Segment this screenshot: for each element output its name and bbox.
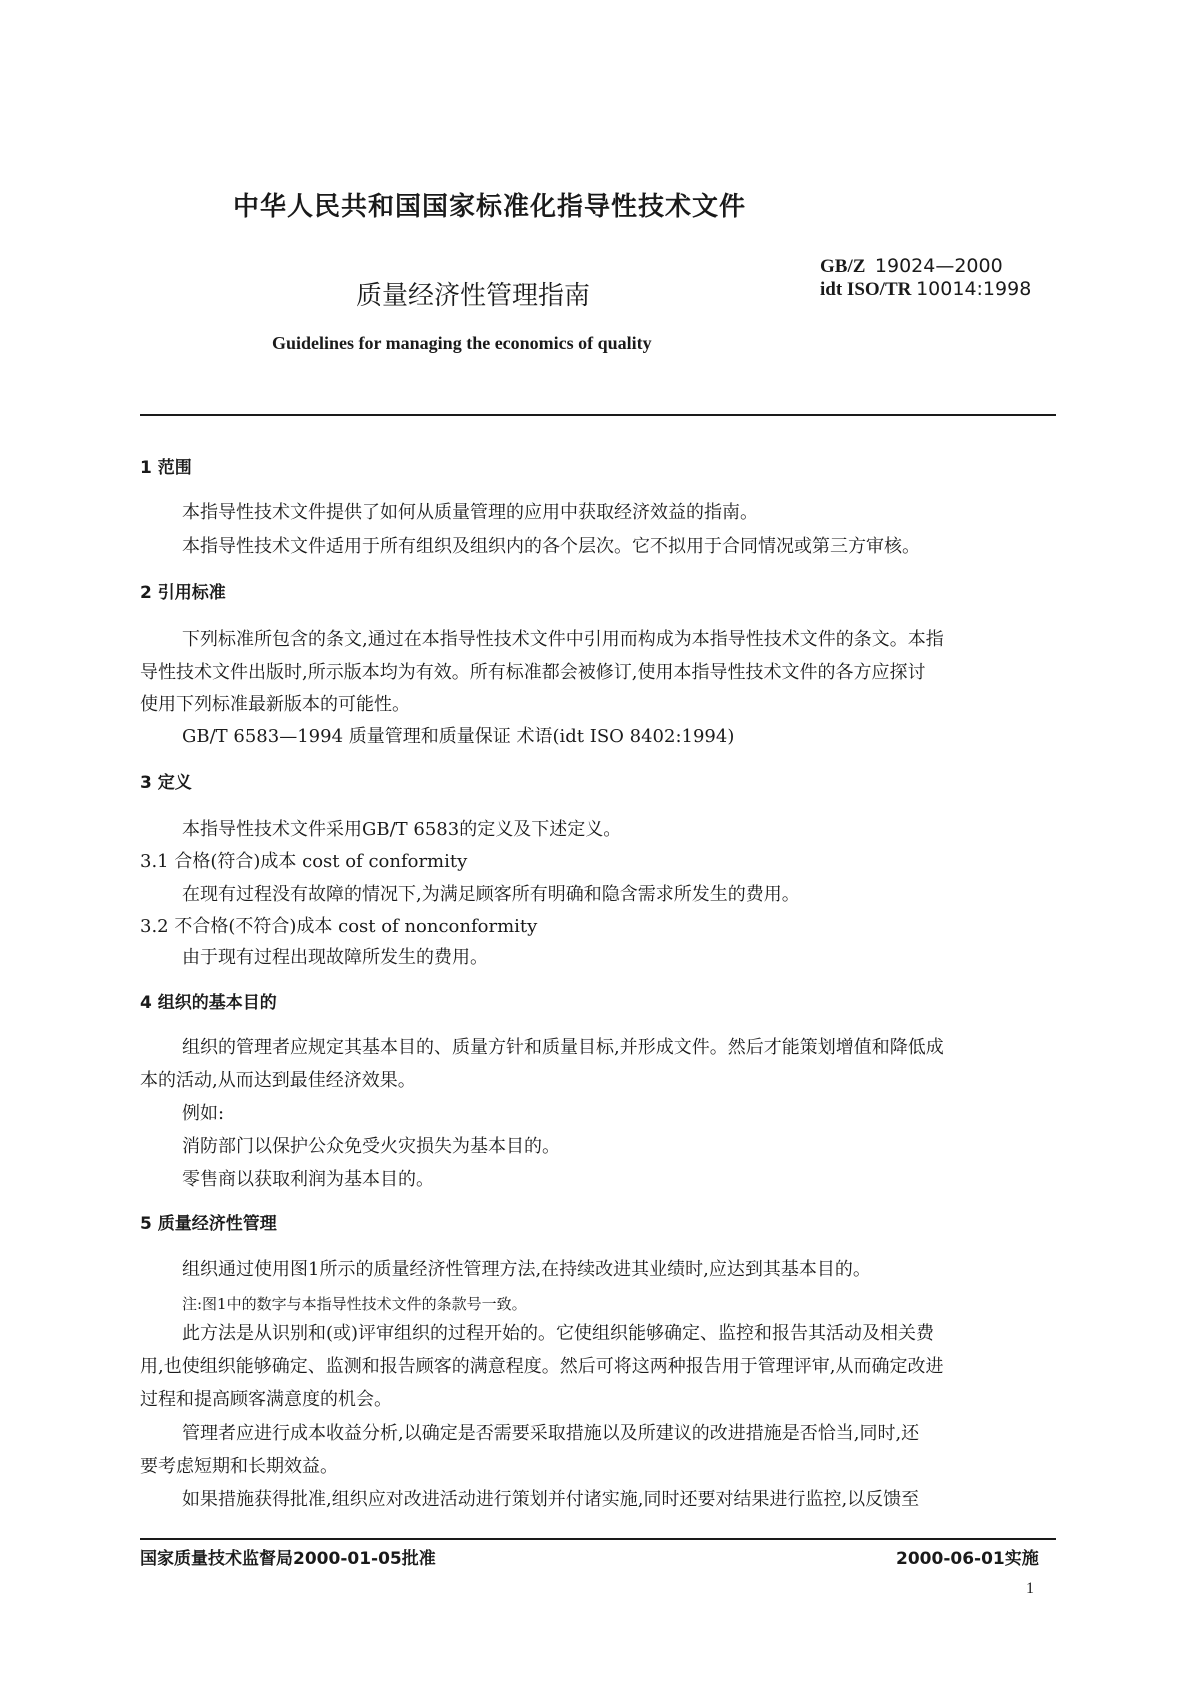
definition-term: 3.1 合格(符合)成本 cost of conformity <box>140 851 468 872</box>
org-title: 中华人民共和国国家标准化指导性技术文件 <box>233 192 747 222</box>
header-divider <box>140 414 1056 416</box>
section-2-paragraph: 使用下列标准最新版本的可能性。 <box>140 694 410 715</box>
section-4-heading: 4 组织的基本目的 <box>140 993 277 1013</box>
idt-number: 10014:1998 <box>916 278 1032 300</box>
page-title: 质量经济性管理指南 <box>356 281 591 311</box>
section-5-paragraph: 管理者应进行成本收益分析,以确定是否需要采取措施以及所建议的改进措施是否恰当,同时,还 <box>182 1423 920 1444</box>
section-2-paragraph: 导性技术文件出版时,所示版本均为有效。所有标准都会被修订,使用本指导性技术文件的各方应探讨 <box>140 662 926 683</box>
note-text: 注:图1中的数字与本指导性技术文件的条款号一致。 <box>182 1295 527 1313</box>
example-label: 例如: <box>182 1103 225 1124</box>
definition-term: 3.2 不合格(不符合)成本 cost of nonconformity <box>140 916 538 937</box>
normative-reference: GB/T 6583—1994 质量管理和质量保证 术语(idt ISO 8402:1994) <box>182 726 735 747</box>
section-3-paragraph: 本指导性技术文件采用GB/T 6583的定义及下述定义。 <box>182 819 622 840</box>
std-code-prefix: GB/Z <box>820 256 866 277</box>
standard-code <box>820 255 1031 301</box>
english-title: Guidelines for managing the economics of quality <box>272 333 652 353</box>
idt-prefix: idt ISO/TR <box>820 279 912 300</box>
section-1-paragraph: 本指导性技术文件适用于所有组织及组织内的各个层次。它不拟用于合同情况或第三方审核。 <box>182 536 920 557</box>
definition-text: 由于现有过程出现故障所发生的费用。 <box>182 947 488 968</box>
section-5-paragraph: 如果措施获得批准,组织应对改进活动进行策划并付诸实施,同时还要对结果进行监控,以反馈至 <box>182 1489 920 1510</box>
example-item: 零售商以获取利润为基本目的。 <box>182 1169 434 1190</box>
section-2-heading: 2 引用标准 <box>140 583 226 603</box>
example-item: 消防部门以保护公众免受火灾损失为基本目的。 <box>182 1136 560 1157</box>
section-4-paragraph: 组织的管理者应规定其基本目的、质量方针和质量目标,并形成文件。然后才能策划增值和降低成 <box>182 1037 944 1058</box>
section-5-paragraph: 此方法是从识别和(或)评审组织的过程开始的。它使组织能够确定、监控和报告其活动及相关费 <box>182 1323 935 1344</box>
definition-text: 在现有过程没有故障的情况下,为满足顾客所有明确和隐含需求所发生的费用。 <box>182 884 800 905</box>
page-number: 1 <box>1026 1580 1034 1597</box>
section-3-heading: 3 定义 <box>140 773 192 793</box>
section-5-paragraph: 要考虑短期和长期效益。 <box>140 1456 338 1477</box>
footer-divider <box>140 1538 1056 1540</box>
section-1-heading: 1 范围 <box>140 458 192 478</box>
effective-date: 2000-06-01实施 <box>896 1549 1039 1569</box>
section-5-heading: 5 质量经济性管理 <box>140 1214 277 1234</box>
section-5-paragraph: 组织通过使用图1所示的质量经济性管理方法,在持续改进其业绩时,应达到其基本目的。 <box>182 1259 871 1280</box>
section-2-paragraph: 下列标准所包含的条文,通过在本指导性技术文件中引用而构成为本指导性技术文件的条文。本指 <box>182 629 944 650</box>
section-5-paragraph: 过程和提高顾客满意度的机会。 <box>140 1389 392 1410</box>
section-4-paragraph: 本的活动,从而达到最佳经济效果。 <box>140 1070 416 1091</box>
section-1-paragraph: 本指导性技术文件提供了如何从质量管理的应用中获取经济效益的指南。 <box>182 502 758 523</box>
approval-line: 国家质量技术监督局2000-01-05批准 <box>140 1549 436 1569</box>
std-code-number: 19024—2000 <box>874 255 1003 277</box>
section-5-paragraph: 用,也使组织能够确定、监测和报告顾客的满意程度。然后可将这两种报告用于管理评审,从而确定改进 <box>140 1356 944 1377</box>
